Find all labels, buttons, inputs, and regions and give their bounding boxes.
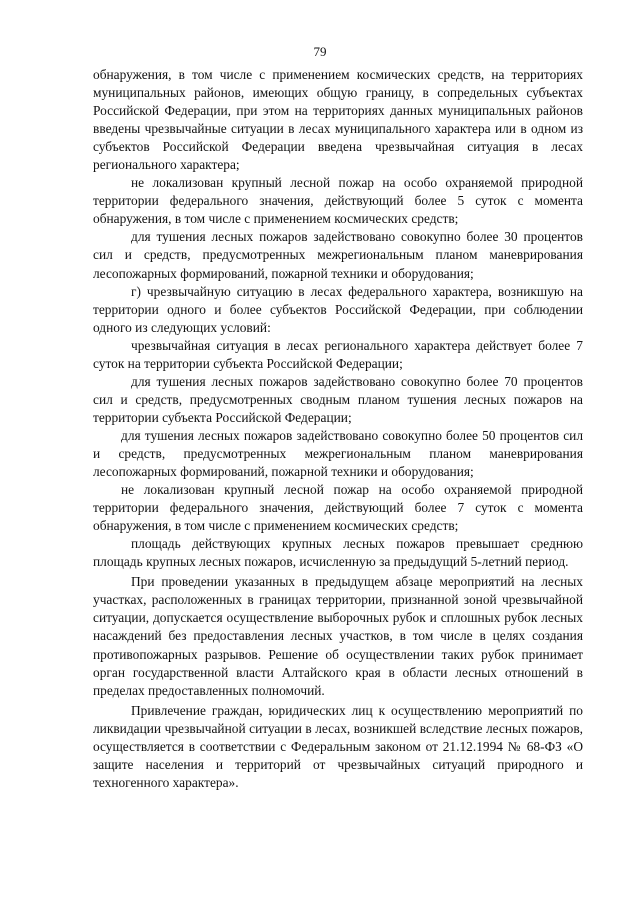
paragraph: обнаружения, в том числе с применением космических средств, на территориях муниципальных районов, имеющих общую границу, в сопредельных субъектах Российской Федерации, при этом на территориях данных муниципальных районов введены чрезвычайные ситуации в лесах муниципального характера или в одном из субъектов Российской Федерации введена чрезвычайная ситуация в лесах регионального характера; — [93, 67, 583, 173]
page-number: 79 — [313, 44, 327, 59]
paragraph: не локализован крупный лесной пожар на особо охраняемой природной территории федерального значения, действующий более 7 суток с момента обнаружения, в том числе с применением космических средств; — [93, 482, 583, 534]
paragraph: не локализован крупный лесной пожар на особо охраняемой природной территории федерального значения, действующий более 5 суток с момента обнаружения, в том числе с применением космических средств; — [93, 175, 583, 227]
paragraph: При проведении указанных в предыдущем абзаце мероприятий на лесных участках, расположенных в границах территории, признанной зоной чрезвычайной ситуации, допускается осуществление выборочных рубок и сплошных рубок лесных насаждений без предоставления лесных участков, в том числе в целях создания противопожарных разрывов. Решение об осуществлении таких рубок принимает орган государственной власти Алтайского края в области лесных отношений в пределах предоставленных полномочий. — [93, 574, 583, 698]
paragraph: площадь действующих крупных лесных пожаров превышает среднюю площадь крупных лесных пожаров, исчисленную за предыдущий 5-летний период. — [93, 536, 583, 570]
paragraph: Привлечение граждан, юридических лиц к осуществлению мероприятий по ликвидации чрезвычайной ситуации в лесах, возникшей вследствие лесных пожаров, осуществляется в соответствии с Федеральным законом от 21.12.1994 № 68-ФЗ «О защите населения и территорий от чрезвычайных ситуаций природного и техногенного характера». — [93, 702, 583, 790]
document-body — [93, 66, 583, 792]
paragraph: для тушения лесных пожаров задействовано совокупно более 30 процентов сил и средств, предусмотренных межрегиональным планом маневрирования лесопожарных формирований, пожарной техники и оборудования; — [93, 229, 583, 281]
paragraph: для тушения лесных пожаров задействовано совокупно более 70 процентов сил и средств, предусмотренных сводным планом тушения лесных пожаров на территории субъекта Российской Федерации; — [93, 373, 583, 425]
paragraph: г) чрезвычайную ситуацию в лесах федерального характера, возникшую на территории одного и более субъектов Российской Федерации, при соблюдении одного из следующих условий: — [93, 283, 583, 335]
paragraph: для тушения лесных пожаров задействовано совокупно более 50 процентов сил и средств, предусмотренных межрегиональным планом маневрирования лесопожарных формирований, пожарной техники и оборудования; — [93, 427, 583, 480]
paragraph: чрезвычайная ситуация в лесах регионального характера действует более 7 суток на территории субъекта Российской Федерации; — [93, 337, 583, 371]
